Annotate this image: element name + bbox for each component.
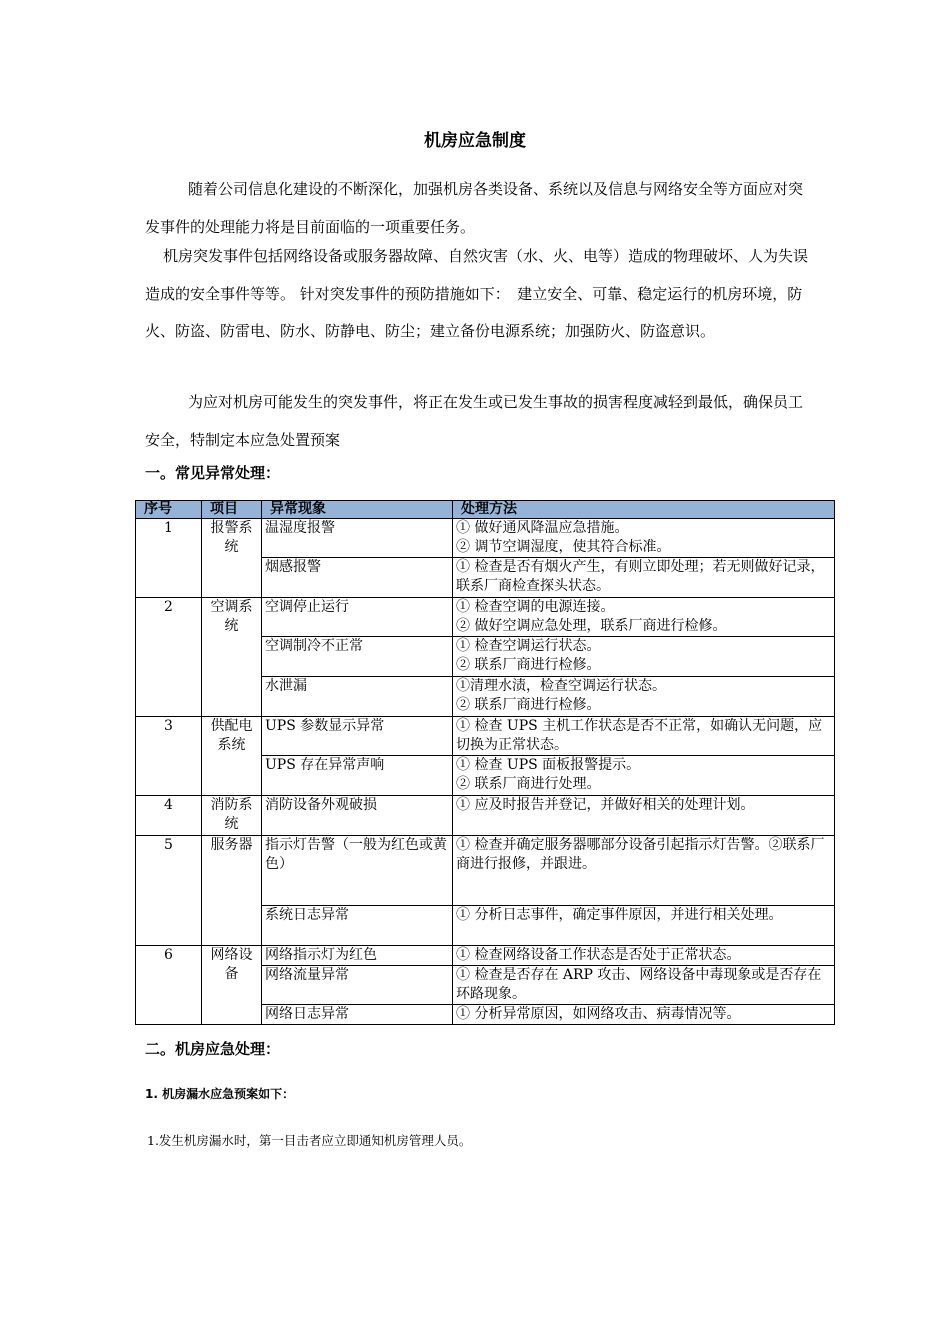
row-number: 5 <box>136 836 202 946</box>
row-category: 服务器 <box>202 836 262 946</box>
row-symptom: 空调制冷不正常 <box>262 637 453 677</box>
row-symptom: 空调停止运行 <box>262 598 453 637</box>
section-heading-emergency: 二。机房应急处理： <box>145 1040 281 1058</box>
row-number: 2 <box>136 598 202 717</box>
row-number: 3 <box>136 717 202 796</box>
table-row <box>136 717 835 756</box>
row-method: ① 应及时报告并登记，并做好相关的处理计划。 <box>453 796 835 836</box>
table-row <box>136 946 835 966</box>
row-symptom: 指示灯告警（一般为红色或黄色） <box>262 836 453 906</box>
row-category: 空调系统 <box>202 598 262 717</box>
row-category: 网络设备 <box>202 946 262 1025</box>
document-title: 机房应急制度 <box>424 131 526 151</box>
row-symptom: 网络指示灯为红色 <box>262 946 453 966</box>
row-method: ① 检查 UPS 主机工作状态是否不正常，如确认无问题，应切换为正常状态。 <box>453 717 835 756</box>
row-method: ① 做好通风降温应急措施。 ② 调节空调湿度，使其符合标准。 <box>453 519 835 558</box>
row-category: 消防系统 <box>202 796 262 836</box>
row-method: ① 检查 UPS 面板报警提示。 ② 联系厂商进行处理。 <box>453 756 835 796</box>
purpose-paragraph: 为应对机房可能发生的突发事件，将正在发生或已发生事故的损害程度减轻到最低，确保员工安全，特制定本应急处置预案 <box>145 393 804 449</box>
row-method: ① 分析日志事件，确定事件原因，并进行相关处理。 <box>453 906 835 946</box>
table-row <box>136 796 835 836</box>
row-method: ① 检查是否存在 ARP 攻击、网络设备中毒现象或是否存在环路现象。 <box>453 966 835 1005</box>
table-row <box>136 519 835 558</box>
row-method: ① 检查空调的电源连接。 ② 做好空调应急处理，联系厂商进行检修。 <box>453 598 835 637</box>
row-method: ① 检查并确定服务器哪部分设备引起指示灯告警。②联系厂商进行报修，并跟进。 <box>453 836 835 906</box>
header-symptom: 异常现象 <box>262 501 453 519</box>
header-method: 处理方法 <box>453 501 835 519</box>
row-method: ①清理水渍，检查空调运行状态。 ② 联系厂商进行检修。 <box>453 677 835 717</box>
row-number: 1 <box>136 519 202 598</box>
row-symptom: UPS 参数显示异常 <box>262 717 453 756</box>
row-symptom: 网络日志异常 <box>262 1005 453 1025</box>
row-method: ① 检查网络设备工作状态是否处于正常状态。 <box>453 946 835 966</box>
row-number: 4 <box>136 796 202 836</box>
section-heading-common-issues: 一。常见异常处理： <box>145 464 281 482</box>
header-category: 项目 <box>202 501 262 519</box>
scope-paragraph: 机房突发事件包括网络设备或服务器故障、自然灾害（水、火、电等）造成的物理破坏、人为失误造成的安全事件等等。 针对突发事件的预防措施如下： 建立安全、可靠、稳定运行的机房环境，防火、防盗、防雷电、防水、防静电、防尘；建立备份电源系统；加强防火、防盗意识。 <box>145 247 809 341</box>
row-category: 供配电系统 <box>202 717 262 796</box>
row-symptom: 水泄漏 <box>262 677 453 717</box>
list-item: 1.发生机房漏水时，第一目击者应立即通知机房管理人员。 <box>147 1133 472 1148</box>
row-method: ① 检查是否有烟火产生，有则立即处理；若无则做好记录，联系厂商检查探头状态。 <box>453 558 835 598</box>
table-row <box>136 598 835 637</box>
row-symptom: 网络流量异常 <box>262 966 453 1005</box>
table-row <box>136 836 835 906</box>
row-method: ① 检查空调运行状态。 ② 联系厂商进行检修。 <box>453 637 835 677</box>
row-symptom: 温湿度报警 <box>262 519 453 558</box>
row-symptom: UPS 存在异常声响 <box>262 756 453 796</box>
row-number: 6 <box>136 946 202 1025</box>
table-body <box>136 519 835 1025</box>
row-symptom: 系统日志异常 <box>262 906 453 946</box>
row-category: 报警系统 <box>202 519 262 598</box>
row-symptom: 消防设备外观破损 <box>262 796 453 836</box>
header-no: 序号 <box>136 501 202 519</box>
issue-table <box>135 500 835 1025</box>
intro-paragraph: 随着公司信息化建设的不断深化，加强机房各类设备、系统以及信息与网络安全等方面应对突发事件的处理能力将是目前面临的一项重要任务。 <box>145 180 804 236</box>
row-symptom: 烟感报警 <box>262 558 453 598</box>
row-method: ① 分析异常原因，如网络攻击、病毒情况等。 <box>453 1005 835 1025</box>
subsection-heading-leak: 1. 机房漏水应急预案如下： <box>145 1087 295 1101</box>
table-header-row <box>136 501 835 519</box>
